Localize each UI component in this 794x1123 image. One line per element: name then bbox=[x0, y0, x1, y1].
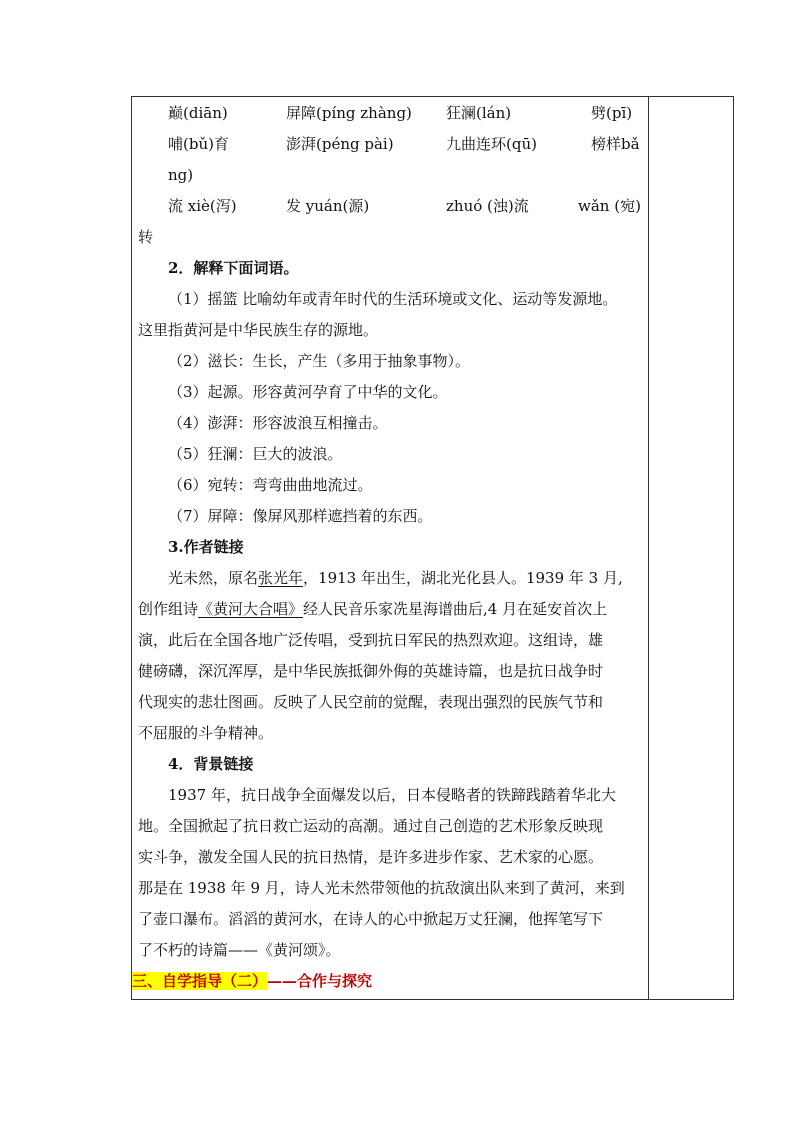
definition-line: （5）狂澜：巨大的波浪。 bbox=[168, 445, 343, 463]
vocab-word: 屏障(píng zhàng) bbox=[286, 104, 412, 122]
definition-line: （2）滋长：生长，产生（多用于抽象事物）。 bbox=[168, 352, 471, 370]
section-heading-subtitle: ——合作与探究 bbox=[267, 972, 373, 990]
section3-heading: 3.作者链接 bbox=[168, 538, 244, 556]
vocab-word: 哺(bǔ)育 bbox=[168, 135, 229, 153]
section2-heading: 2．解释下面词语。 bbox=[168, 259, 299, 277]
paragraph-line: 健磅礴，深沉浑厚，是中华民族抵御外侮的英雄诗篇，也是抗日战争时 bbox=[138, 662, 604, 680]
vocab-word: 澎湃(péng pài) bbox=[286, 135, 394, 153]
definition-line: （7）屏障：像屏风那样遮挡着的东西。 bbox=[168, 507, 433, 525]
paragraph-line: 演，此后在全国各地广泛传唱，受到抗日军民的热烈欢迎。这组诗，雄 bbox=[138, 631, 604, 649]
vocab-word-wrap: ng) bbox=[168, 166, 194, 184]
paragraph-line: 地。全国掀起了抗日救亡运动的高潮。通过自己创造的艺术形象反映现 bbox=[138, 817, 604, 835]
paragraph-line: 那是在 1938 年 9 月，诗人光未然带领他的抗敌演出队来到了黄河，来到 bbox=[138, 879, 625, 897]
definition-line: （4）澎湃：形容波浪互相撞击。 bbox=[168, 414, 388, 432]
vocab-word: 榜样bǎ bbox=[591, 135, 640, 153]
vocab-row-wrap bbox=[138, 160, 646, 191]
section-heading bbox=[132, 966, 646, 997]
text-run: 创作组诗 bbox=[138, 600, 199, 618]
paragraph-line: 1937 年，抗日战争全面爆发以后，日本侵略者的铁蹄践踏着华北大 bbox=[168, 786, 616, 804]
paragraph-line: 了壶口瀑布。滔滔的黄河水，在诗人的心中掀起万丈狂澜，他挥笔写下 bbox=[138, 910, 604, 928]
main-cell bbox=[132, 98, 646, 997]
definition-line: （6）宛转：弯弯曲曲地流过。 bbox=[168, 476, 373, 494]
vocab-word: 狂澜(lán) bbox=[446, 104, 512, 122]
table-column-divider bbox=[648, 96, 649, 1000]
section4-heading: 4．背景链接 bbox=[168, 755, 254, 773]
text-run: 光未然，原名 bbox=[168, 569, 259, 587]
definition-line: （3）起源。形容黄河孕育了中华的文化。 bbox=[168, 383, 448, 401]
definition-line: （1）摇篮 比喻幼年或青年时代的生活环境或文化、运动等发源地。 bbox=[168, 290, 618, 308]
text-run: ，1913 年出生，湖北光化县人。1939 年 3 月, bbox=[303, 569, 623, 587]
vocab-word-wrap: 转 bbox=[138, 228, 154, 246]
vocab-word: 流 xiè(泻) bbox=[168, 197, 237, 215]
text-run: 经人民音乐家冼星海谱曲后,4 月在延安首次上 bbox=[303, 600, 608, 618]
definition-line: 这里指黄河是中华民族生存的源地。 bbox=[138, 321, 379, 339]
paragraph-line: 了不朽的诗篇——《黄河颂》。 bbox=[138, 941, 341, 959]
paragraph-line: 实斗争，激发全国人民的抗日热情，是许多进步作家、艺术家的心愿。 bbox=[138, 848, 604, 866]
vocab-word: 发 yuán(源) bbox=[286, 197, 370, 215]
work-title-link[interactable]: 《黄河大合唱》 bbox=[198, 600, 304, 618]
vocab-row bbox=[138, 98, 646, 129]
author-name-link[interactable]: 张光年 bbox=[258, 569, 304, 587]
vocab-word: zhuó (浊)流 bbox=[446, 197, 529, 215]
vocab-row bbox=[138, 129, 646, 160]
vocab-row bbox=[138, 191, 646, 222]
vocab-word: 劈(pī) bbox=[591, 104, 633, 122]
vocab-row-wrap bbox=[138, 222, 646, 253]
paragraph-line: 不屈服的斗争精神。 bbox=[138, 724, 274, 742]
vocab-word: 九曲连环(qū) bbox=[446, 135, 537, 153]
paragraph-line: 代现实的悲壮图画。反映了人民空前的觉醒，表现出强烈的民族气节和 bbox=[138, 693, 604, 711]
vocab-word: 巅(diān) bbox=[168, 104, 228, 122]
vocab-word: wǎn (宛) bbox=[578, 197, 641, 215]
section-heading-highlighted: 三、自学指导（二） bbox=[132, 972, 268, 990]
paragraph-line bbox=[138, 563, 646, 594]
paragraph-line bbox=[138, 594, 646, 625]
